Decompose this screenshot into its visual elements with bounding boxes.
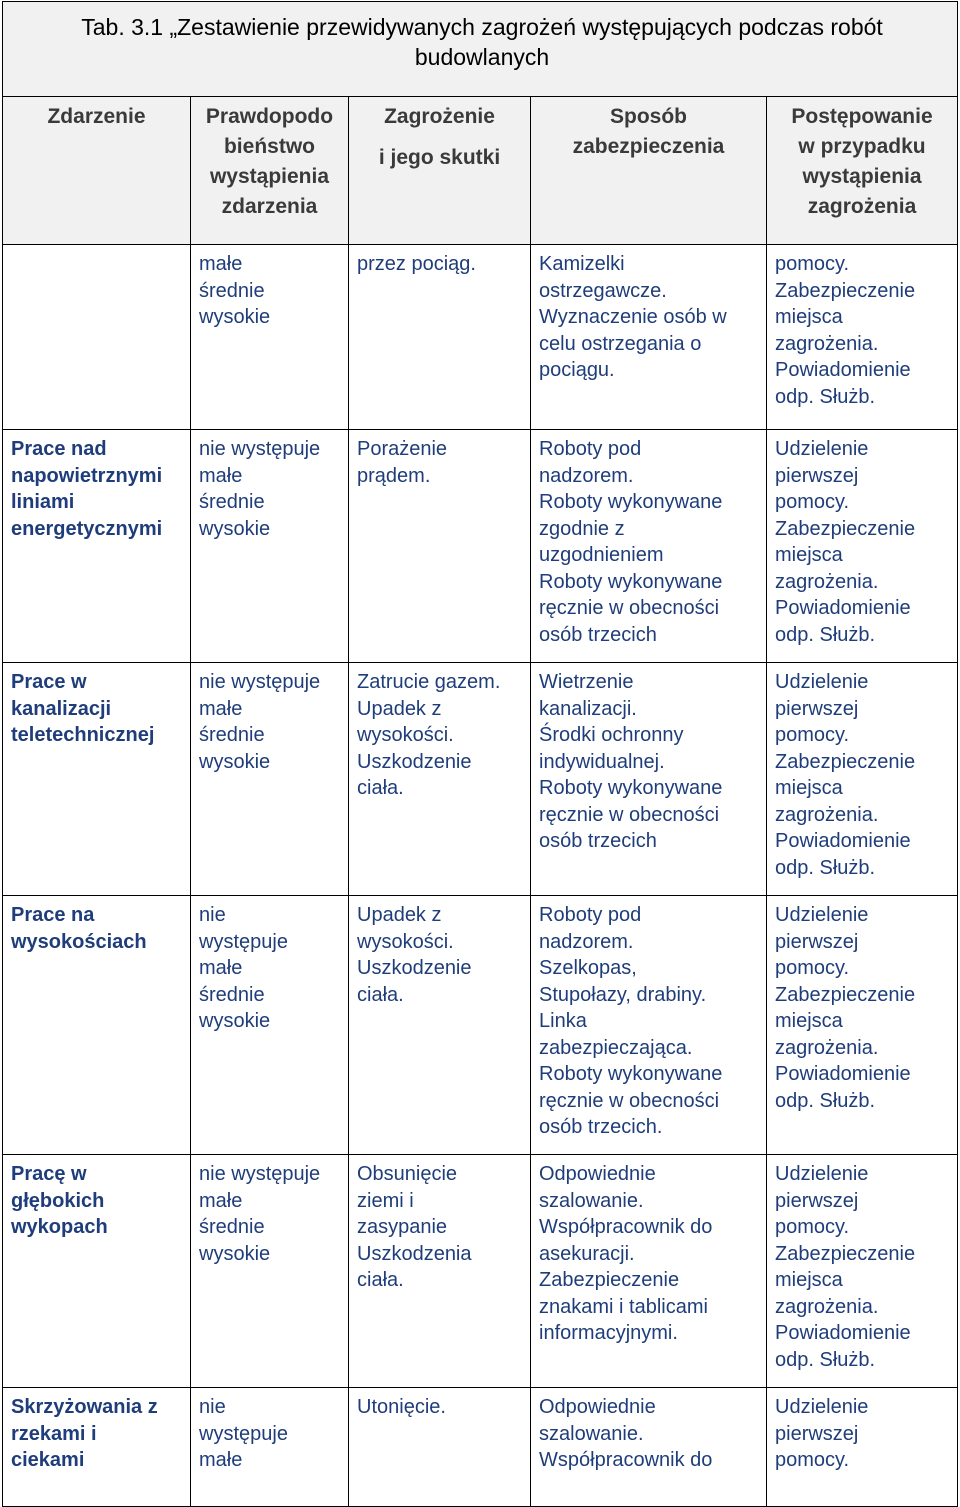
probability-cell xyxy=(191,430,349,663)
header-event-label: Zdarzenie xyxy=(47,105,146,128)
protection-line: ręcznie w obecności xyxy=(539,597,720,619)
probability-line: występuje xyxy=(199,1422,288,1445)
threat-cell xyxy=(349,1388,531,1507)
probability-line: średnie xyxy=(199,491,265,513)
event-line: ciekami xyxy=(11,1449,85,1471)
procedure-line: pomocy. xyxy=(775,957,850,979)
table-title-cell xyxy=(3,2,958,97)
procedure-line: zagrożenia. xyxy=(775,332,879,355)
procedure-cell xyxy=(767,245,958,430)
event-line: energetycznymi xyxy=(11,517,163,540)
procedure-cell xyxy=(767,1155,958,1388)
procedure-line: odp. Służb. xyxy=(775,385,876,408)
header-probability xyxy=(191,97,349,245)
threat-line: prądem. xyxy=(357,464,431,487)
hazard-table xyxy=(2,1,958,1507)
probability-cell xyxy=(191,896,349,1155)
procedure-line: odp. Służb. xyxy=(775,1089,876,1112)
event-cell xyxy=(3,663,191,896)
event-line: Skrzyżowania z xyxy=(11,1396,158,1418)
protection-line: Środki ochronny xyxy=(539,724,684,746)
probability-line: małe xyxy=(199,1449,243,1471)
protection-line: szalowanie. xyxy=(539,1422,644,1445)
protection-line: zabezpieczająca. xyxy=(539,1036,693,1059)
event-cell xyxy=(3,1388,191,1507)
procedure-line: odp. Służb. xyxy=(775,623,876,646)
probability-line: średnie xyxy=(199,983,265,1006)
event-cell xyxy=(3,245,191,430)
threat-cell xyxy=(349,663,531,896)
protection-line: Współpracownik do xyxy=(539,1216,713,1238)
threat-line: Upadek z xyxy=(357,697,442,720)
probability-line: wysokie xyxy=(199,1010,271,1032)
threat-cell xyxy=(349,245,531,430)
threat-line: Uszkodzenie xyxy=(357,957,472,979)
threat-line: ciała. xyxy=(357,983,404,1006)
event-line: Pracę w xyxy=(11,1163,87,1185)
procedure-line: miejsca xyxy=(775,544,843,566)
protection-line: pociągu. xyxy=(539,359,615,381)
probability-cell xyxy=(191,663,349,896)
protection-cell xyxy=(531,245,767,430)
header-protection-line: zabezpieczenia xyxy=(572,135,725,158)
event-line: głębokich xyxy=(11,1189,105,1212)
protection-line: ręcznie w obecności xyxy=(539,1089,720,1112)
threat-line: Zatrucie gazem. xyxy=(357,671,501,693)
protection-line: Wietrzenie xyxy=(539,671,634,693)
procedure-line: Zabezpieczenie xyxy=(775,1242,916,1265)
header-protection xyxy=(531,97,767,245)
procedure-line: pierwszej xyxy=(775,930,859,953)
probability-line: małe xyxy=(199,253,243,275)
protection-line: Szelkopas, xyxy=(539,957,637,979)
procedure-line: Zabezpieczenie xyxy=(775,517,916,540)
protection-line: osób trzecich xyxy=(539,830,657,852)
probability-line: nie występuje xyxy=(199,671,321,693)
probability-line: wysokie xyxy=(199,306,271,328)
protection-line: Roboty pod xyxy=(539,904,642,926)
procedure-line: pierwszej xyxy=(775,1422,859,1445)
event-line: wysokościach xyxy=(11,930,147,953)
procedure-line: Udzielenie xyxy=(775,438,869,460)
protection-line: Współpracownik do xyxy=(539,1449,713,1471)
threat-cell xyxy=(349,1155,531,1388)
header-threat-line: Zagrożenie xyxy=(384,105,495,128)
protection-line: Stupołazy, drabiny. xyxy=(539,983,707,1006)
procedure-cell xyxy=(767,896,958,1155)
header-procedure-line: w przypadku xyxy=(798,135,926,158)
threat-line: Porażenie xyxy=(357,438,448,460)
threat-line: ziemi i xyxy=(357,1189,414,1212)
procedure-line: odp. Służb. xyxy=(775,1348,876,1371)
procedure-cell xyxy=(767,430,958,663)
table-row xyxy=(3,1388,958,1507)
header-row xyxy=(3,97,958,245)
probability-line: nie xyxy=(199,1396,226,1418)
probability-line: nie xyxy=(199,904,226,926)
threat-line: Utonięcie. xyxy=(357,1396,446,1418)
protection-line: informacyjnymi. xyxy=(539,1322,678,1344)
event-line: rzekami i xyxy=(11,1422,97,1445)
procedure-line: pomocy. xyxy=(775,1216,850,1238)
procedure-line: Zabezpieczenie xyxy=(775,750,916,773)
event-cell xyxy=(3,430,191,663)
threat-line: Uszkodzenie xyxy=(357,750,472,773)
table-row xyxy=(3,1155,958,1388)
protection-line: asekuracji. xyxy=(539,1242,635,1265)
probability-line: małe xyxy=(199,464,243,487)
threat-line: ciała. xyxy=(357,1269,404,1291)
protection-line: uzgodnieniem xyxy=(539,544,664,566)
protection-line: kanalizacji. xyxy=(539,697,637,720)
event-line: liniami xyxy=(11,491,75,513)
procedure-line: Udzielenie xyxy=(775,1163,869,1185)
procedure-line: pierwszej xyxy=(775,1189,859,1212)
procedure-line: Powiadomienie xyxy=(775,597,911,619)
header-probability-line: bieństwo xyxy=(223,135,315,158)
protection-line: Roboty wykonywane xyxy=(539,777,723,799)
table-row xyxy=(3,245,958,430)
header-procedure-line: zagrożenia xyxy=(807,195,917,218)
event-line: Prace nad xyxy=(11,438,107,460)
threat-line: wysokości. xyxy=(357,724,454,746)
header-procedure-line: Postępowanie xyxy=(791,105,933,128)
header-probability-line: wystąpienia xyxy=(209,165,330,188)
event-line: wykopach xyxy=(11,1216,108,1238)
procedure-line: Udzielenie xyxy=(775,904,869,926)
header-protection-line: Sposób xyxy=(610,105,687,128)
procedure-line: pomocy. xyxy=(775,1449,850,1471)
threat-line: przez pociąg. xyxy=(357,253,476,275)
protection-line: Roboty pod xyxy=(539,438,642,460)
table-title xyxy=(11,2,953,72)
procedure-line: Zabezpieczenie xyxy=(775,983,916,1006)
protection-cell xyxy=(531,663,767,896)
protection-line: Odpowiednie xyxy=(539,1163,656,1185)
threat-line: Obsunięcie xyxy=(357,1163,458,1185)
procedure-line: Udzielenie xyxy=(775,671,869,693)
protection-line: Kamizelki xyxy=(539,253,625,275)
probability-line: wysokie xyxy=(199,517,271,540)
threat-line: ciała. xyxy=(357,777,404,799)
procedure-line: pomocy. xyxy=(775,724,850,746)
protection-line: indywidualnej. xyxy=(539,750,665,773)
protection-line: Roboty wykonywane xyxy=(539,491,723,513)
event-line: Prace w xyxy=(11,671,87,693)
procedure-line: Powiadomienie xyxy=(775,359,911,381)
procedure-line: pomocy. xyxy=(775,491,850,513)
probability-line: nie występuje xyxy=(199,1163,321,1185)
probability-line: średnie xyxy=(199,1216,265,1238)
probability-cell xyxy=(191,1388,349,1507)
procedure-line: pierwszej xyxy=(775,697,859,720)
protection-line: Odpowiednie xyxy=(539,1396,656,1418)
protection-line: Roboty wykonywane xyxy=(539,1063,723,1085)
protection-line: osób trzecich xyxy=(539,623,657,646)
header-procedure xyxy=(767,97,958,245)
header-probability-line: zdarzenia xyxy=(221,195,318,218)
protection-line: znakami i tablicami xyxy=(539,1295,708,1318)
procedure-line: Powiadomienie xyxy=(775,1063,911,1085)
procedure-line: zagrożenia. xyxy=(775,803,879,826)
procedure-line: pierwszej xyxy=(775,464,859,487)
threat-cell xyxy=(349,896,531,1155)
table-row xyxy=(3,896,958,1155)
threat-line: Uszkodzenia xyxy=(357,1242,472,1265)
procedure-line: zagrożenia. xyxy=(775,570,879,593)
threat-cell xyxy=(349,430,531,663)
procedure-cell xyxy=(767,1388,958,1507)
title-row xyxy=(3,2,958,97)
protection-line: nadzorem. xyxy=(539,464,634,487)
procedure-cell xyxy=(767,663,958,896)
title-line-1: Tab. 3.1 „Zestawienie przewidywanych zagrożeń występujących podczas robót xyxy=(81,14,883,40)
protection-line: nadzorem. xyxy=(539,930,634,953)
protection-line: Wyznaczenie osób w xyxy=(539,306,727,328)
probability-line: średnie xyxy=(199,279,265,302)
threat-line: wysokości. xyxy=(357,930,454,953)
protection-line: celu ostrzegania o xyxy=(539,332,702,355)
protection-cell xyxy=(531,896,767,1155)
probability-line: występuje xyxy=(199,930,288,953)
header-event xyxy=(3,97,191,245)
protection-cell xyxy=(531,1388,767,1507)
protection-line: szalowanie. xyxy=(539,1189,644,1212)
protection-cell xyxy=(531,430,767,663)
protection-line: zgodnie z xyxy=(539,517,625,540)
protection-cell xyxy=(531,1155,767,1388)
probability-line: nie występuje xyxy=(199,438,321,460)
protection-line: Linka xyxy=(539,1010,587,1032)
procedure-line: miejsca xyxy=(775,1269,843,1291)
procedure-line: miejsca xyxy=(775,1010,843,1032)
table-row xyxy=(3,663,958,896)
header-procedure-line: wystąpienia xyxy=(802,165,922,188)
header-threat xyxy=(349,97,531,245)
title-line-2: budowlanych xyxy=(414,44,550,70)
probability-line: średnie xyxy=(199,724,265,746)
threat-line: zasypanie xyxy=(357,1216,448,1238)
protection-line: ostrzegawcze. xyxy=(539,279,667,302)
probability-line: wysokie xyxy=(199,750,271,773)
table-body xyxy=(3,245,958,1507)
probability-cell xyxy=(191,1155,349,1388)
procedure-line: Udzielenie xyxy=(775,1396,869,1418)
event-line: Prace na xyxy=(11,904,95,926)
procedure-line: Powiadomienie xyxy=(775,830,911,852)
protection-line: Roboty wykonywane xyxy=(539,570,723,593)
protection-line: Zabezpieczenie xyxy=(539,1269,680,1291)
event-cell xyxy=(3,896,191,1155)
procedure-line: zagrożenia. xyxy=(775,1036,879,1059)
probability-line: małe xyxy=(199,957,243,979)
probability-line: małe xyxy=(199,697,243,720)
probability-cell xyxy=(191,245,349,430)
table-row xyxy=(3,430,958,663)
event-line: napowietrznymi xyxy=(11,464,163,487)
threat-line: Upadek z xyxy=(357,904,442,926)
event-line: kanalizacji xyxy=(11,697,112,720)
procedure-line: odp. Służb. xyxy=(775,856,876,879)
probability-line: wysokie xyxy=(199,1242,271,1265)
procedure-line: zagrożenia. xyxy=(775,1295,879,1318)
procedure-line: Zabezpieczenie xyxy=(775,279,916,302)
protection-line: osób trzecich. xyxy=(539,1116,663,1138)
event-line: teletechnicznej xyxy=(11,724,155,746)
protection-line: ręcznie w obecności xyxy=(539,803,720,826)
header-probability-line: Prawdopodo xyxy=(205,105,334,128)
procedure-line: pomocy. xyxy=(775,253,850,275)
probability-line: małe xyxy=(199,1189,243,1212)
header-threat-line: i jego skutki xyxy=(378,146,501,169)
procedure-line: Powiadomienie xyxy=(775,1322,911,1344)
event-cell xyxy=(3,1155,191,1388)
procedure-line: miejsca xyxy=(775,306,843,328)
procedure-line: miejsca xyxy=(775,777,843,799)
